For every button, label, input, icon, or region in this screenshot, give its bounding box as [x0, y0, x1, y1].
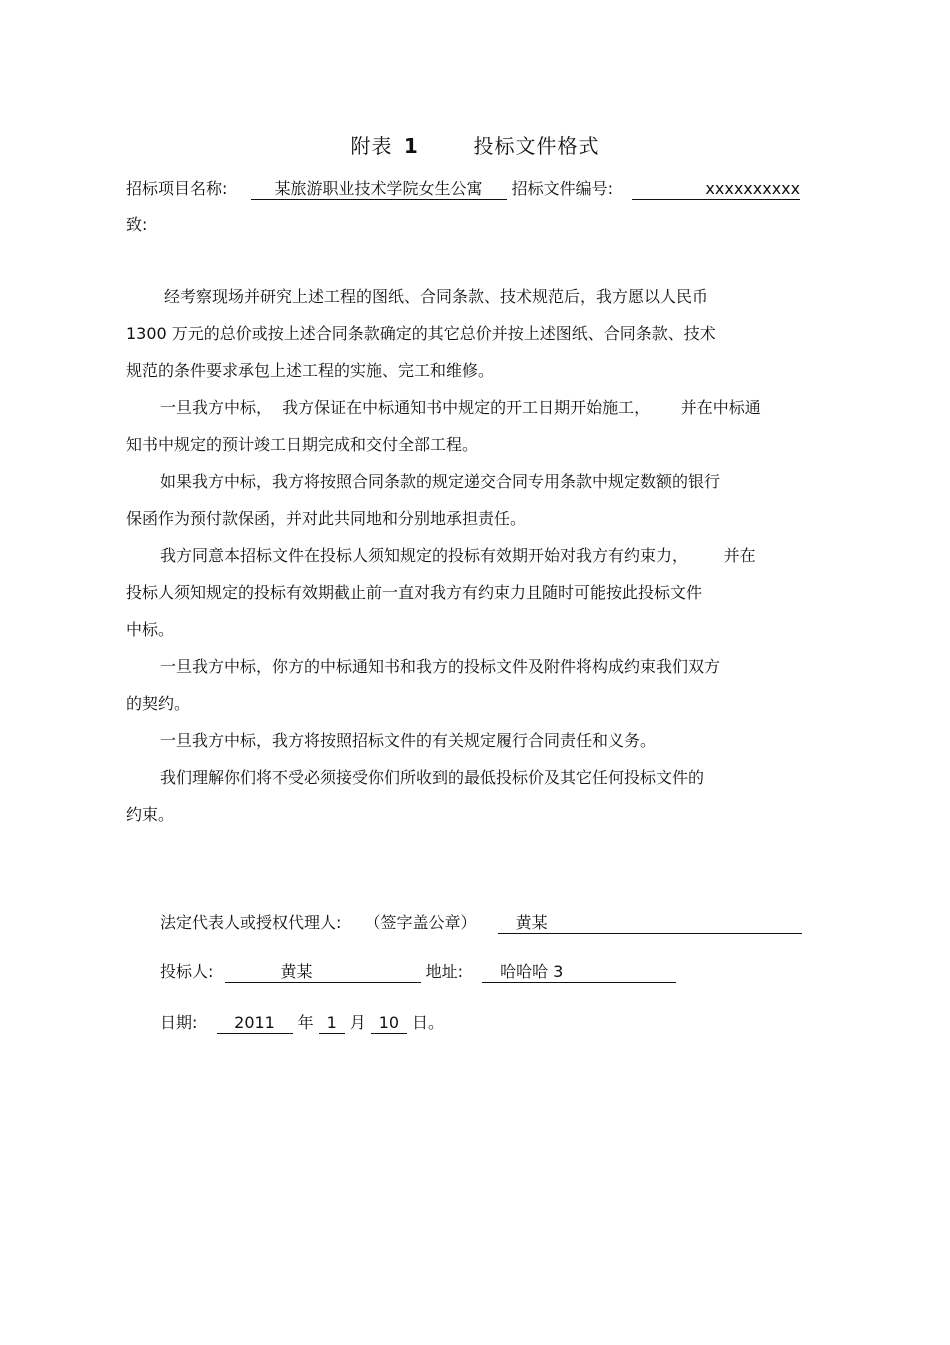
representative-line [160, 912, 802, 934]
bidder-label: 投标人: [160, 962, 214, 981]
body-line: 经考察现场并研究上述工程的图纸、合同条款、技术规范后，我方愿以人民币 [164, 287, 709, 306]
date-month: 1 [319, 1013, 345, 1034]
body-line: 一旦我方中标， 我方保证在中标通知书中规定的开工日期开始施工， 并在中标通 [160, 398, 761, 417]
address-label: 地址: [425, 962, 463, 981]
body-line: 一旦我方中标，你方的中标通知书和我方的投标文件及附件将构成约束我们双方 [160, 657, 721, 676]
body-line: 中标。 [126, 620, 175, 639]
date-label: 日期: [160, 1013, 198, 1032]
representative-value: 黄某 [498, 913, 802, 934]
body-line: 一旦我方中标，我方将按照招标文件的有关规定履行合同责任和义务。 [160, 731, 657, 750]
date-line [160, 1012, 444, 1034]
project-label: 招标项目名称: [126, 179, 228, 198]
title-name: 投标文件格式 [473, 134, 600, 158]
date-year-unit: 年 [297, 1013, 314, 1032]
body-line: 知书中规定的预计竣工日期完成和交付全部工程。 [126, 435, 479, 454]
body-line: 投标人须知规定的投标有效期截止前一直对我方有约束力且随时可能按此投标文件 [126, 583, 703, 602]
body-line: 我们理解你们将不受必须接受你们所收到的最低投标价及其它任何投标文件的 [160, 768, 705, 787]
body-line: 我方同意本招标文件在投标人须知规定的投标有效期开始对我方有约束力， 并在 [160, 546, 756, 565]
bidder-line [160, 961, 676, 983]
address-value: 哈哈哈 3 [482, 962, 676, 983]
title-prefix: 附表 [350, 134, 393, 158]
to-label: 致: [126, 215, 148, 234]
date-day-unit: 日。 [412, 1013, 445, 1032]
body-line: 的契约。 [126, 694, 191, 713]
body-line: 1300 万元的总价或按上述合同条款确定的其它总价并按上述图纸、合同条款、技术 [126, 324, 716, 343]
page-title [0, 130, 950, 159]
doc-number-value: xxxxxxxxxx [632, 179, 800, 200]
doc-number-label: 招标文件编号: [511, 179, 613, 198]
bidder-value: 黄某 [225, 962, 421, 983]
title-number: 1 [403, 134, 419, 158]
date-month-unit: 月 [349, 1013, 366, 1032]
date-day: 10 [371, 1013, 407, 1034]
body-line: 保函作为预付款保函，并对此共同地和分别地承担责任。 [126, 509, 527, 528]
date-year: 2011 [217, 1013, 293, 1034]
project-value: 某旅游职业技术学院女生公寓 [251, 179, 507, 200]
body-text [126, 278, 826, 833]
representative-note: （签字盖公章） [364, 913, 477, 932]
project-line [126, 178, 800, 200]
representative-label: 法定代表人或授权代理人: [160, 913, 342, 932]
body-line: 约束。 [126, 805, 175, 824]
to-line [126, 214, 147, 236]
body-line: 规范的条件要求承包上述工程的实施、完工和维修。 [126, 361, 495, 380]
body-line: 如果我方中标，我方将按照合同条款的规定递交合同专用条款中规定数额的银行 [160, 472, 721, 491]
